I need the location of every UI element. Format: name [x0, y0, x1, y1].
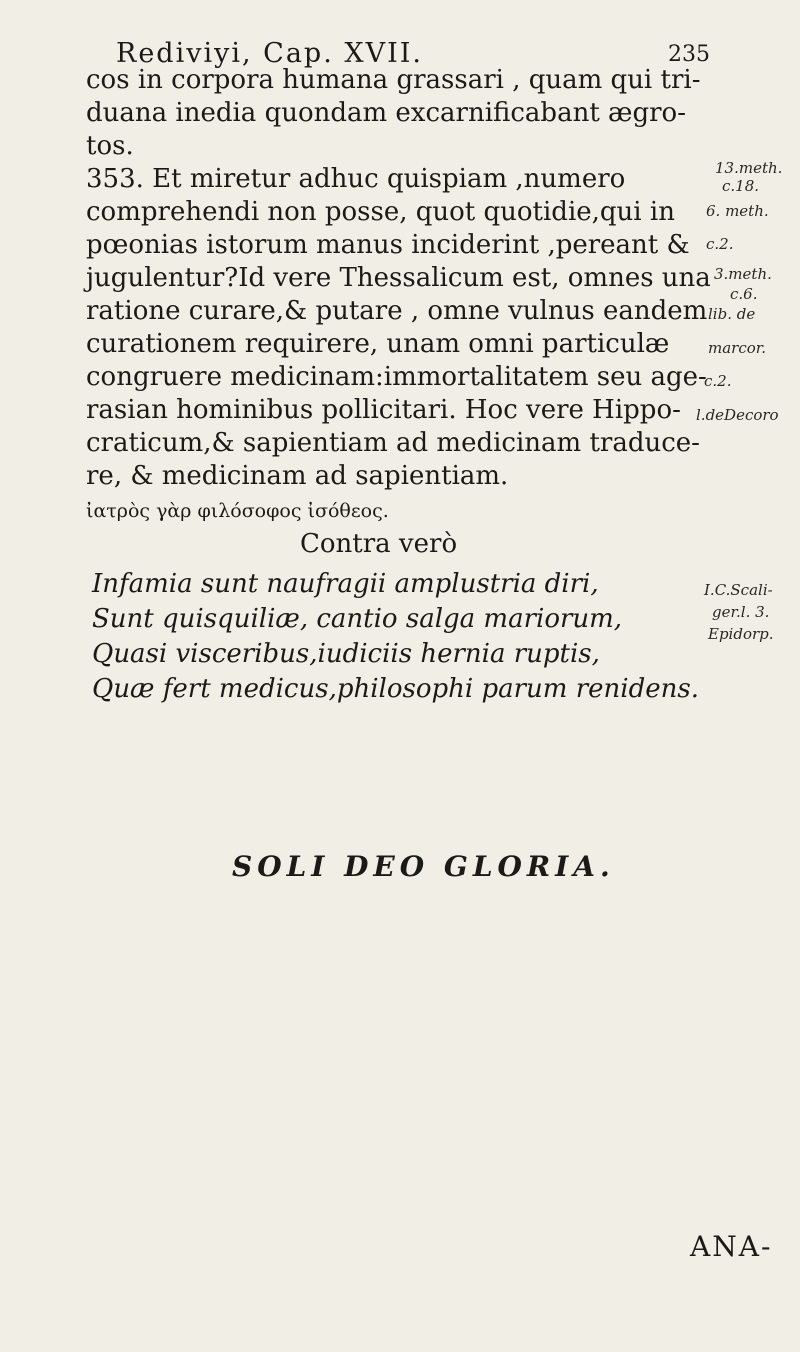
margin-note: l.deDecoro — [696, 406, 779, 424]
margin-note: c.2. — [706, 235, 734, 253]
page-number: 235 — [668, 42, 710, 67]
margin-note: I.C.Scali- — [704, 581, 773, 599]
text-line: cos in corpora humana grassari , quam qui tri- — [86, 65, 701, 95]
verse-line: Sunt quisquiliæ, cantio salga mariorum, — [92, 604, 623, 634]
text-line: ratione curare,& putare , omne vulnus eandem — [86, 296, 708, 326]
running-title: Rediviyi, Cap. XVII. — [116, 38, 424, 69]
catchword: ANA- — [690, 1230, 773, 1263]
margin-note: ger.l. 3. — [712, 603, 770, 621]
margin-note: 13.meth. — [715, 159, 783, 177]
greek-quote: ἰατρὸς γὰρ φιλόσοφος ἰσόθεος. — [86, 500, 389, 522]
paragraph-353: 353. Et miretur adhuc quispiam ,numero — [86, 164, 626, 194]
text-line: congruere medicinam:immortalitatem seu age- — [86, 362, 707, 392]
verse-line: Infamia sunt naufragii amplustria diri, — [92, 569, 599, 599]
text-line: duana inedia quondam excarnificabant ægro- — [86, 98, 686, 128]
text-line: pœonias istorum manus inciderint ,pereant & — [86, 230, 690, 260]
closing-line: SOLI DEO GLORIA. — [232, 850, 615, 883]
text-line: curationem requirere, unam omni particulæ — [86, 329, 670, 359]
margin-note: c.2. — [704, 372, 732, 390]
margin-note: lib. de — [708, 305, 756, 323]
margin-note: c.6. — [730, 285, 758, 303]
text-line: rasian hominibus pollicitari. Hoc vere Hippo- — [86, 395, 681, 425]
margin-note: 3.meth. — [714, 265, 772, 283]
text-line: Contra verò — [300, 529, 458, 559]
margin-note: 6. meth. — [706, 202, 769, 220]
text-line: tos. — [86, 131, 134, 161]
verse-line: Quasi visceribus,iudiciis hernia ruptis, — [92, 639, 600, 669]
text-line: comprehendi non posse, quot quotidie,qui in — [86, 197, 675, 227]
text-line: re, & medicinam ad sapientiam. — [86, 461, 509, 491]
margin-note: c.18. — [722, 177, 760, 195]
text-line: craticum,& sapientiam ad medicinam traduce- — [86, 428, 700, 458]
margin-note: Epidorp. — [708, 625, 774, 643]
text-line: jugulentur?Id vere Thessalicum est, omnes una — [86, 263, 711, 293]
verse-line: Quæ fert medicus,philosophi parum renidens. — [92, 674, 699, 704]
margin-note: marcor. — [708, 339, 767, 357]
